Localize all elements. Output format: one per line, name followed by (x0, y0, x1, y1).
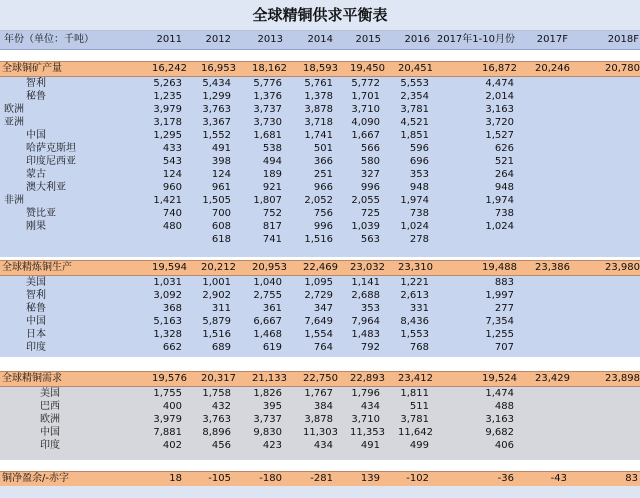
cell-2014: 501 (313, 143, 333, 154)
cell-2016: 8,436 (400, 316, 429, 327)
row-label: 秘鲁 (26, 91, 46, 102)
table-row (0, 341, 640, 354)
cell-2012: 3,763 (202, 104, 231, 115)
cell-2011: 124 (162, 169, 182, 180)
row-label: 哈萨克斯坦 (26, 143, 76, 154)
table-row (0, 103, 640, 116)
cell-2012: 2,902 (202, 290, 231, 301)
cell-2011: 19,576 (152, 373, 187, 384)
row-label: 刚果 (26, 221, 46, 232)
refined-demand-section (0, 371, 640, 460)
cell-2014: 2,052 (304, 195, 333, 206)
cell-2013: 3,730 (253, 117, 282, 128)
cell-2011: 543 (162, 156, 182, 167)
cell-2014: 5,761 (304, 78, 333, 89)
cell-2017-jan-oct: 1,974 (485, 195, 514, 206)
cell-2011: 960 (162, 182, 182, 193)
cell-2013: 817 (262, 221, 282, 232)
cell-2014: -281 (310, 473, 333, 484)
table-row (0, 413, 640, 426)
cell-2012: 1,516 (202, 329, 231, 340)
cell-2013: 3,737 (253, 414, 282, 425)
cell-2016: 11,642 (398, 427, 433, 438)
cell-2015: 2,688 (351, 290, 380, 301)
cell-2014: 1,741 (304, 130, 333, 141)
total-row (0, 371, 640, 387)
cell-2012: 432 (211, 401, 231, 412)
year-2014: 2014 (307, 34, 333, 45)
cell-2017-jan-oct: 948 (494, 182, 514, 193)
cell-2014: 3,878 (304, 104, 333, 115)
cell-2011: 3,092 (153, 290, 182, 301)
row-label: 中国 (26, 316, 46, 327)
row-label: 全球精铜需求 (2, 373, 62, 384)
row-label: 中国 (40, 427, 60, 438)
cell-2011: 5,163 (153, 316, 182, 327)
cell-2013: 3,737 (253, 104, 282, 115)
cell-2016: 1,974 (400, 195, 429, 206)
cell-2011: 1,295 (153, 130, 182, 141)
year-2016: 2016 (404, 34, 430, 45)
cell-2011: 3,979 (153, 104, 182, 115)
cell-2017-jan-oct: 264 (494, 169, 514, 180)
cell-2017-jan-oct: 19,488 (482, 262, 517, 273)
cell-2016: 2,354 (400, 91, 429, 102)
cell-2013: 1,040 (253, 277, 282, 288)
cell-2017-jan-oct: 2,014 (485, 91, 514, 102)
table-row (0, 90, 640, 103)
cell-2012: 608 (211, 221, 231, 232)
cell-2013: 1,807 (253, 195, 282, 206)
cell-2015: 566 (360, 143, 380, 154)
cell-2012: 1,758 (202, 388, 231, 399)
cell-2017-jan-oct: 738 (494, 208, 514, 219)
cell-2011: 1,328 (153, 329, 182, 340)
cell-2016: 278 (409, 234, 429, 245)
row-label: 欧洲 (4, 104, 24, 115)
cell-2014: 347 (313, 303, 333, 314)
cell-2016: 1,851 (400, 130, 429, 141)
cell-2015: 792 (360, 342, 380, 353)
cell-2016: 596 (409, 143, 429, 154)
cell-2016: 768 (409, 342, 429, 353)
cell-2017-jan-oct: 3,720 (485, 117, 514, 128)
cell-2016: 3,781 (400, 414, 429, 425)
cell-2011: 433 (162, 143, 182, 154)
table-row (0, 181, 640, 194)
cell-2012: 700 (211, 208, 231, 219)
cell-2012: 16,953 (201, 63, 236, 74)
cell-2013: 619 (262, 342, 282, 353)
cell-2015: 19,450 (350, 63, 385, 74)
cell-2013: 494 (262, 156, 282, 167)
table-row (0, 142, 640, 155)
cell-2012: 1,299 (202, 91, 231, 102)
table-row (0, 276, 640, 289)
table-row (0, 220, 640, 233)
year-header-row (0, 31, 640, 50)
cell-2012: 124 (211, 169, 231, 180)
cell-2017f: -43 (550, 473, 567, 484)
cell-2014: 434 (313, 440, 333, 451)
cell-2012: 5,879 (202, 316, 231, 327)
cell-2017-jan-oct: 1,255 (485, 329, 514, 340)
table-row (0, 387, 640, 400)
cell-2017-jan-oct: 9,682 (485, 427, 514, 438)
cell-2015: 2,055 (351, 195, 380, 206)
cell-2013: 538 (262, 143, 282, 154)
cell-2016: 499 (409, 440, 429, 451)
cell-2011: 1,235 (153, 91, 182, 102)
cell-2015: 139 (360, 473, 380, 484)
cell-2015: 4,090 (351, 117, 380, 128)
table-title: 全球精铜供求平衡表 (0, 0, 640, 31)
cell-2012: 398 (211, 156, 231, 167)
cell-2011: 662 (162, 342, 182, 353)
spacer (0, 50, 640, 61)
cell-2015: 11,353 (350, 427, 385, 438)
cell-2014: 2,729 (304, 290, 333, 301)
cell-2013: 361 (262, 303, 282, 314)
cell-2014: 384 (313, 401, 333, 412)
table-row (0, 129, 640, 142)
balance-section (0, 471, 640, 486)
row-label: 秘鲁 (26, 303, 46, 314)
cell-2016: 1,553 (400, 329, 429, 340)
cell-2014: 22,469 (303, 262, 338, 273)
cell-2017-jan-oct: -36 (497, 473, 514, 484)
cell-2017-jan-oct: 1,474 (485, 388, 514, 399)
table-row (0, 289, 640, 302)
cell-2013: 5,776 (253, 78, 282, 89)
row-label: 亚洲 (4, 117, 24, 128)
cell-2014: 11,303 (303, 427, 338, 438)
cell-2017-jan-oct: 406 (494, 440, 514, 451)
cell-2015: 3,710 (351, 104, 380, 115)
cell-2012: 3,367 (202, 117, 231, 128)
cell-2015: 1,796 (351, 388, 380, 399)
year-2011: 2011 (156, 34, 182, 45)
row-label: 中国 (26, 130, 46, 141)
cell-2011: 18 (169, 473, 182, 484)
cell-2016: 2,613 (400, 290, 429, 301)
cell-2016: -102 (406, 473, 429, 484)
cell-2012: 20,317 (201, 373, 236, 384)
cell-2014: 251 (313, 169, 333, 180)
cell-2018f: 23,980 (605, 262, 640, 273)
cell-2013: 18,162 (252, 63, 287, 74)
cell-2015: 580 (360, 156, 380, 167)
cell-2012: 689 (211, 342, 231, 353)
cell-2014: 3,878 (304, 414, 333, 425)
cell-2011: 740 (162, 208, 182, 219)
spacer (0, 460, 640, 471)
table-row (0, 207, 640, 220)
table-row (0, 426, 640, 439)
year-2018f: 2018F (607, 34, 639, 45)
row-label: 澳大利亚 (26, 182, 66, 193)
row-label: 美国 (26, 277, 46, 288)
cell-2013: 395 (262, 401, 282, 412)
year-2012: 2012 (205, 34, 231, 45)
cell-2011: 402 (162, 440, 182, 451)
cell-2018f: 83 (625, 473, 638, 484)
table-row (0, 328, 640, 341)
cell-2014: 3,718 (304, 117, 333, 128)
cell-2018f: 23,898 (605, 373, 640, 384)
cell-2016: 1,811 (400, 388, 429, 399)
cell-2017f: 20,246 (535, 63, 570, 74)
table-row (0, 233, 640, 246)
cell-2012: 5,434 (202, 78, 231, 89)
cell-2012: 456 (211, 440, 231, 451)
cell-2013: -180 (259, 473, 282, 484)
row-label: 铜净盈余/-赤字 (2, 473, 69, 484)
cell-2015: 563 (360, 234, 380, 245)
cell-2011: 3,979 (153, 414, 182, 425)
cell-2012: 618 (211, 234, 231, 245)
cell-2016: 1,221 (400, 277, 429, 288)
row-label: 智利 (26, 78, 46, 89)
table-row (0, 302, 640, 315)
table-row (0, 155, 640, 168)
cell-2016: 511 (409, 401, 429, 412)
cell-2011: 5,263 (153, 78, 182, 89)
cell-2015: 353 (360, 303, 380, 314)
cell-2012: 20,212 (201, 262, 236, 273)
cell-2016: 23,412 (398, 373, 433, 384)
cell-2016: 738 (409, 208, 429, 219)
bottom-strip (0, 486, 640, 498)
cell-2012: -105 (208, 473, 231, 484)
row-label: 欧洲 (40, 414, 60, 425)
cell-2014: 7,649 (304, 316, 333, 327)
cell-2012: 961 (211, 182, 231, 193)
table-row (0, 168, 640, 181)
total-row (0, 61, 640, 77)
cell-2015: 1,701 (351, 91, 380, 102)
row-label: 全球铜矿产量 (2, 63, 62, 74)
row-label: 全球精炼铜生产 (2, 262, 72, 273)
cell-2015: 1,667 (351, 130, 380, 141)
cell-2012: 8,896 (202, 427, 231, 438)
cell-2017-jan-oct: 1,024 (485, 221, 514, 232)
row-label: 日本 (26, 329, 46, 340)
cell-2014: 18,593 (303, 63, 338, 74)
cell-2011: 1,421 (153, 195, 182, 206)
total-row (0, 260, 640, 276)
row-label: 非洲 (4, 195, 24, 206)
cell-2015: 7,964 (351, 316, 380, 327)
row-label: 智利 (26, 290, 46, 301)
cell-2014: 22,750 (303, 373, 338, 384)
cell-2017f: 23,386 (535, 262, 570, 273)
cell-2016: 696 (409, 156, 429, 167)
cell-2017-jan-oct: 4,474 (485, 78, 514, 89)
cell-2016: 20,451 (398, 63, 433, 74)
cell-2014: 1,554 (304, 329, 333, 340)
cell-2013: 189 (262, 169, 282, 180)
cell-2013: 2,755 (253, 290, 282, 301)
cell-2016: 5,553 (400, 78, 429, 89)
cell-2012: 1,505 (202, 195, 231, 206)
cell-2011: 19,594 (152, 262, 187, 273)
row-label: 蒙古 (26, 169, 46, 180)
cell-2014: 764 (313, 342, 333, 353)
cell-2013: 20,953 (252, 262, 287, 273)
table-row (0, 439, 640, 452)
cell-2016: 331 (409, 303, 429, 314)
cell-2015: 5,772 (351, 78, 380, 89)
cell-2014: 996 (313, 221, 333, 232)
cell-2015: 491 (360, 440, 380, 451)
cell-2017-jan-oct: 488 (494, 401, 514, 412)
cell-2017-jan-oct: 521 (494, 156, 514, 167)
cell-2014: 756 (313, 208, 333, 219)
cell-2013: 21,133 (252, 373, 287, 384)
cell-2018f: 20,780 (605, 63, 640, 74)
cell-2015: 22,893 (350, 373, 385, 384)
cell-2015: 1,483 (351, 329, 380, 340)
cell-2014: 1,516 (304, 234, 333, 245)
cell-2012: 1,001 (202, 277, 231, 288)
cell-2017-jan-oct: 3,163 (485, 414, 514, 425)
cell-2011: 16,242 (152, 63, 187, 74)
cell-2017-jan-oct: 1,527 (485, 130, 514, 141)
year-2017-jan-oct: 2017年1-10月份 (436, 34, 515, 45)
cell-2016: 4,521 (400, 117, 429, 128)
cell-2013: 921 (262, 182, 282, 193)
cell-2014: 1,767 (304, 388, 333, 399)
cell-2015: 1,039 (351, 221, 380, 232)
cell-2017f: 23,429 (535, 373, 570, 384)
cell-2011: 7,881 (153, 427, 182, 438)
table-row (0, 77, 640, 90)
cell-2012: 491 (211, 143, 231, 154)
cell-2015: 23,032 (350, 262, 385, 273)
cell-2017-jan-oct: 19,524 (482, 373, 517, 384)
cell-2012: 1,552 (202, 130, 231, 141)
row-label: 美国 (40, 388, 60, 399)
cell-2012: 3,763 (202, 414, 231, 425)
row-label: 印度 (26, 342, 46, 353)
cell-2011: 400 (162, 401, 182, 412)
table-row (0, 400, 640, 413)
cell-2014: 1,095 (304, 277, 333, 288)
year-2017f: 2017F (536, 34, 568, 45)
cell-2016: 1,024 (400, 221, 429, 232)
cell-2013: 9,830 (253, 427, 282, 438)
cell-2013: 1,468 (253, 329, 282, 340)
cell-2013: 423 (262, 440, 282, 451)
cell-2014: 366 (313, 156, 333, 167)
cell-2015: 3,710 (351, 414, 380, 425)
cell-2011: 1,031 (153, 277, 182, 288)
spacer (0, 357, 640, 371)
cell-2017-jan-oct: 626 (494, 143, 514, 154)
cell-2017-jan-oct: 883 (494, 277, 514, 288)
cell-2016: 948 (409, 182, 429, 193)
refined-production-section (0, 260, 640, 357)
cell-2015: 1,141 (351, 277, 380, 288)
cell-2013: 752 (262, 208, 282, 219)
cell-2013: 6,667 (253, 316, 282, 327)
cell-2011: 480 (162, 221, 182, 232)
row-label: 赞比亚 (26, 208, 56, 219)
cell-2011: 3,178 (153, 117, 182, 128)
table-row (0, 194, 640, 207)
unit-label: 年份（单位：千吨） (4, 34, 94, 45)
table-row (0, 315, 640, 328)
row-label: 印度尼西亚 (26, 156, 76, 167)
cell-2016: 353 (409, 169, 429, 180)
cell-2015: 434 (360, 401, 380, 412)
cell-2017-jan-oct: 1,997 (485, 290, 514, 301)
cell-2016: 3,781 (400, 104, 429, 115)
cell-2015: 996 (360, 182, 380, 193)
table-row (0, 116, 640, 129)
cell-2012: 311 (211, 303, 231, 314)
cell-2017-jan-oct: 3,163 (485, 104, 514, 115)
year-2015: 2015 (355, 34, 381, 45)
cell-2013: 741 (262, 234, 282, 245)
total-row (0, 471, 640, 487)
cell-2013: 1,826 (253, 388, 282, 399)
cell-2015: 725 (360, 208, 380, 219)
cell-2014: 1,378 (304, 91, 333, 102)
cell-2017-jan-oct: 16,872 (482, 63, 517, 74)
row-label: 印度 (40, 440, 60, 451)
row-label: 巴西 (40, 401, 60, 412)
cell-2011: 368 (162, 303, 182, 314)
cell-2013: 1,376 (253, 91, 282, 102)
cell-2017-jan-oct: 707 (494, 342, 514, 353)
cell-2014: 966 (313, 182, 333, 193)
cell-2013: 1,681 (253, 130, 282, 141)
mine-production-section (0, 61, 640, 257)
cell-2017-jan-oct: 277 (494, 303, 514, 314)
cell-2015: 327 (360, 169, 380, 180)
cell-2016: 23,310 (398, 262, 433, 273)
cell-2017-jan-oct: 7,354 (485, 316, 514, 327)
year-2013: 2013 (257, 34, 283, 45)
cell-2011: 1,755 (153, 388, 182, 399)
